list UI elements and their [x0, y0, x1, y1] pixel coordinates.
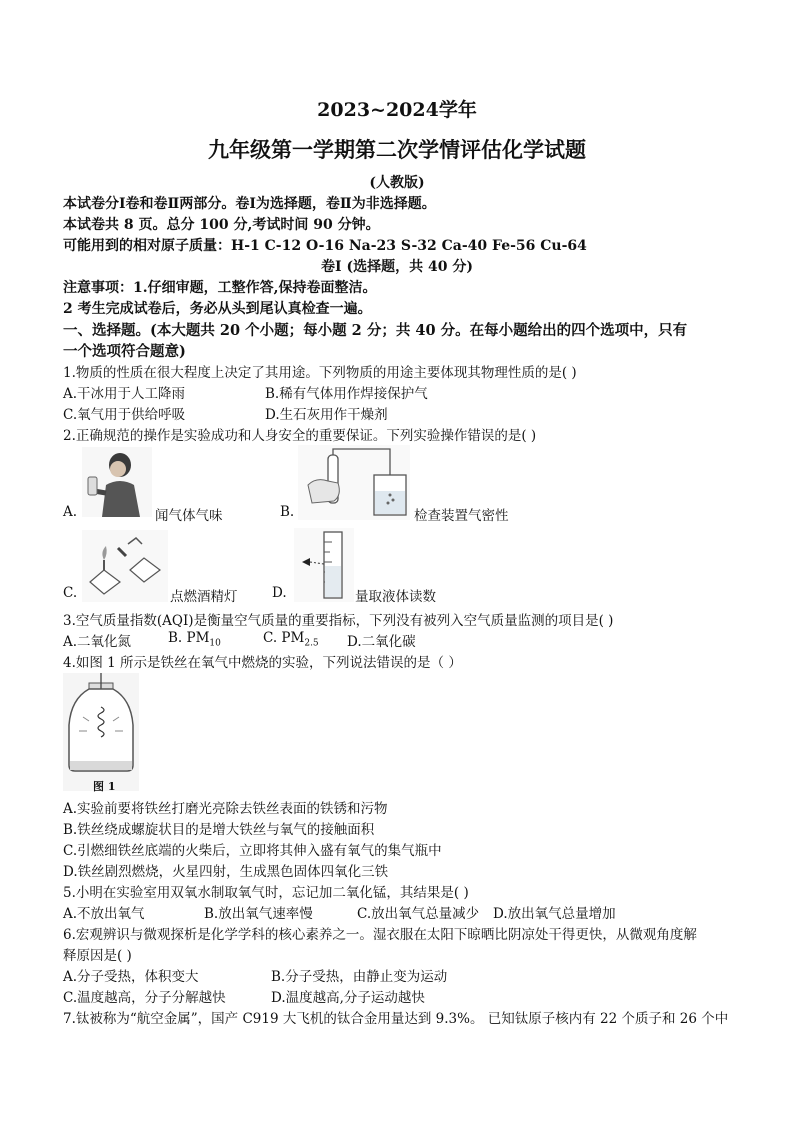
q6-stem-line-1: 6.宏观辨识与微观探析是化学学科的核心素养之一。湿衣服在太阳下晾晒比阴凉处干得更快，从微观角度解 [63, 927, 697, 943]
q2-option-c-letter: C. [63, 585, 78, 601]
q2-option-c-label: 点燃酒精灯 [170, 589, 238, 605]
airtightness-image [298, 445, 410, 520]
exam-title: 九年级第一学期第二次学情评估化学试题 [208, 137, 586, 162]
q3-option-c: C. $PM_{2.5}$ [263, 630, 319, 649]
q6-option-c: C.温度越高，分子分解越快 [63, 990, 226, 1006]
q5-option-b: B.放出氧气速率慢 [204, 906, 313, 922]
q5-option-d: D.放出氧气总量增加 [493, 906, 616, 922]
q3-option-b: B. $PM_{10}$ [168, 630, 221, 649]
alcohol-lamp-image [82, 530, 168, 602]
q2-stem: 2.正确规范的操作是实验成功和人身安全的重要保证。下列实验操作错误的是( ) [63, 428, 537, 444]
intro-line-3: 可能用到的相对原子质量：H-1 C-12 O-16 Na-23 S-32 Ca-40 Fe-56 Cu-64 [63, 238, 587, 254]
q4-option-a: A.实验前要将铁丝打磨光亮除去铁丝表面的铁锈和污物 [63, 801, 388, 817]
intro-line-2: 本试卷共 8 页。总分 100 分,考试时间 90 分钟。 [63, 217, 380, 233]
notes-line-2: 2 考生完成试卷后，务必从头到尾认真检查一遍。 [63, 301, 372, 317]
q1-stem: 1.物质的性质在很大程度上决定了其用途。下列物质的用途主要体现其物理性质的是( ) [63, 365, 577, 381]
q2-option-b-label: 检查装置气密性 [414, 508, 509, 524]
q1-option-b: B.稀有气体用作焊接保护气 [265, 386, 428, 402]
q4-option-b: B.铁丝绕成螺旋状目的是增大铁丝与氧气的接触面积 [63, 822, 375, 838]
q6-stem-line-2: 释原因是( ) [63, 948, 132, 964]
q3-option-a: A.二氧化氮 [63, 634, 132, 650]
q6-option-a: A.分子受热，体积变大 [63, 969, 199, 985]
q6-option-b: B.分子受热，由静止变为运动 [271, 969, 448, 985]
q7-stem: 7.钛被称为“航空金属”，国产 C919 大飞机的钛合金用量达到 9.3%。 已知钛原子核内有 22 个质子和 26 个中 [63, 1011, 729, 1027]
exam-year: 2023~2024学年 [317, 99, 477, 121]
q4-option-c: C.引燃细铁丝底端的火柴后，立即将其伸入盛有氧气的集气瓶中 [63, 843, 442, 859]
q2-option-d-letter: D. [272, 585, 287, 601]
iron-wire-combustion-image [63, 673, 139, 791]
q2-option-b-letter: B. [280, 504, 295, 520]
q1-option-d: D.生石灰用作干燥剂 [265, 407, 388, 423]
q6-option-d: D.温度越高,分子运动越快 [271, 990, 425, 1006]
part-title-line-2: 一个选项符合题意) [63, 343, 186, 360]
smell-gas-image [82, 447, 152, 517]
q3-stem: 3.空气质量指数(AQI)是衡量空气质量的重要指标，下列没有被列入空气质量监测的项目是( ) [63, 613, 614, 629]
intro-line-1: 本试卷分Ⅰ卷和卷Ⅱ两部分。卷Ⅰ为选择题，卷Ⅱ为非选择题。 [63, 196, 436, 212]
q5-option-a: A.不放出氧气 [63, 906, 145, 922]
q2-option-a-letter: A. [63, 504, 78, 520]
q4-stem: 4.如图 1 所示是铁丝在氧气中燃烧的实验，下列说法错误的是（ ） [63, 655, 462, 671]
section-title: 卷Ⅰ (选择题，共 40 分) [321, 259, 473, 275]
q2-option-a-label: 闻气体气味 [155, 508, 223, 524]
part-title-line-1: 一、选择题。(本大题共 20 个小题；每小题 2 分；共 40 分。在每小题给出的四个选项中，只有 [63, 322, 688, 339]
exam-edition: (人教版) [369, 175, 425, 191]
q3-option-d: D.二氧化碳 [347, 634, 416, 650]
q1-option-c: C.氧气用于供给呼吸 [63, 407, 186, 423]
q1-option-a: A.干冰用于人工降雨 [63, 386, 186, 402]
notes-line-1: 注意事项：1.仔细审题，工整作答,保持卷面整洁。 [63, 280, 377, 296]
q5-stem: 5.小明在实验室用双氧水制取氧气时，忘记加二氧化锰，其结果是( ) [63, 885, 469, 901]
graduated-cylinder-image [294, 528, 354, 602]
q4-option-d: D.铁丝剧烈燃烧，火星四射，生成黑色固体四氧化三铁 [63, 864, 389, 880]
figure-1-label: 图 1 [93, 780, 116, 793]
q5-option-c: C.放出氧气总量减少 [357, 906, 480, 922]
q2-option-d-label: 量取液体读数 [355, 589, 436, 605]
